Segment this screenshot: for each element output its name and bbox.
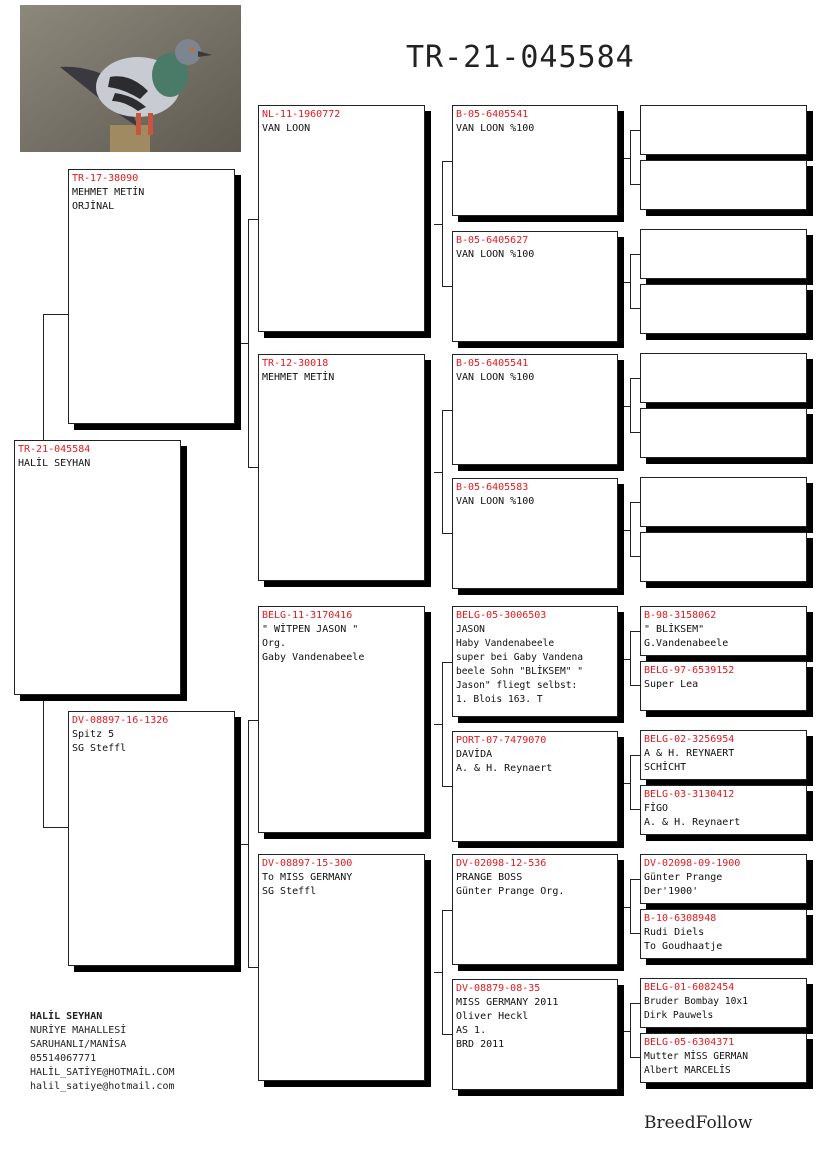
pedigree-connector — [622, 530, 630, 531]
ring-number: BELG-01-6082454 — [644, 982, 735, 993]
pedigree-connector — [248, 219, 258, 468]
pedigree-connector — [240, 343, 248, 344]
pigeon-card-ddd[interactable] — [452, 979, 618, 1090]
ring-number: BELG-05-3006503 — [456, 610, 547, 621]
pedigree-connector — [622, 282, 630, 283]
pigeon-info-line: A. & H. Reynaert — [644, 817, 741, 828]
pigeon-card-dddd[interactable] — [640, 1033, 807, 1083]
ring-number: B-10-6308948 — [644, 913, 717, 924]
pigeon-info-line: Günter Prange Org. — [456, 886, 565, 897]
pigeon-info-line: MEHMET METİN — [72, 187, 145, 198]
pigeon-info-line: SCHİCHT — [644, 762, 687, 773]
pedigree-connector — [630, 755, 640, 810]
pedigree-connector — [240, 844, 248, 845]
pedigree-connector — [630, 502, 640, 557]
pigeon-card-ssdd[interactable] — [640, 284, 807, 334]
owner-name: HALİL SEYHAN — [30, 1011, 103, 1022]
pigeon-info-line: A. & H. Reynaert — [456, 763, 553, 774]
pigeon-info-line: FİGO — [644, 803, 669, 814]
pigeon-card-sdsd[interactable] — [640, 408, 807, 458]
pigeon-info-line: MISS GERMANY 2011 — [456, 997, 559, 1008]
ring-number: BELG-11-3170416 — [262, 610, 353, 621]
pigeon-info-line: Haby Vandenabeele — [456, 638, 555, 649]
pigeon-info-line: PRANGE BOSS — [456, 872, 523, 883]
ring-number: TR-21-045584 — [18, 444, 91, 455]
pigeon-card-ss[interactable] — [258, 105, 425, 332]
pigeon-card-dsd[interactable] — [452, 731, 618, 842]
pedigree-connector — [622, 659, 630, 660]
pigeon-info-line: DAVİDA — [456, 749, 493, 760]
ring-number: PORT-07-7479070 — [456, 735, 547, 746]
pedigree-connector — [630, 254, 640, 309]
pigeon-card-dsss[interactable] — [640, 606, 807, 656]
owner-email: halil_satiye@hotmail.com — [30, 1081, 175, 1092]
pigeon-info-line: ORJİNAL — [72, 201, 115, 212]
pedigree-title: TR-21-045584 — [406, 40, 635, 75]
ring-number: DV-08897-15-300 — [262, 858, 353, 869]
ring-number: TR-17-38090 — [72, 173, 139, 184]
pigeon-info-line: MEHMET METİN — [262, 372, 335, 383]
pedigree-connector — [630, 1003, 640, 1058]
pigeon-card-ds[interactable] — [258, 606, 425, 833]
brand-logo: BreedFollow — [644, 1113, 753, 1133]
pigeon-card-sssd[interactable] — [640, 160, 807, 210]
pigeon-card-sdss[interactable] — [640, 353, 807, 403]
pigeon-info-line: BRD 2011 — [456, 1039, 505, 1050]
pedigree-connector — [622, 907, 630, 908]
pigeon-info-line: VAN LOON %100 — [456, 249, 535, 260]
pigeon-info-line: To Goudhaatje — [644, 941, 723, 952]
ring-number: BELG-02-3256954 — [644, 734, 735, 745]
pedigree-connector — [630, 879, 640, 934]
ring-number: B-05-6405541 — [456, 109, 529, 120]
pigeon-card-sdds[interactable] — [640, 477, 807, 527]
pigeon-info-line: G.Vandenabeele — [644, 638, 729, 649]
owner-block — [30, 1010, 175, 1094]
pigeon-info-line: AS 1. — [456, 1025, 487, 1036]
owner-phone: 05514067771 — [30, 1053, 97, 1064]
pigeon-info-line: super bei Gaby Vandena — [456, 652, 584, 663]
pedigree-connector — [434, 472, 442, 473]
pigeon-info-line: beele Sohn "BLİKSEM" " — [456, 666, 584, 677]
pigeon-info-line: Org. — [262, 638, 287, 649]
pigeon-card-subject[interactable] — [14, 440, 181, 695]
pigeon-info-line: Oliver Heckl — [456, 1011, 529, 1022]
pedigree-connector — [630, 130, 640, 185]
pedigree-connector — [630, 631, 640, 686]
pigeon-info-line: VAN LOON %100 — [456, 123, 535, 134]
pedigree-connector — [442, 161, 452, 287]
pigeon-card-sire[interactable] — [68, 169, 235, 424]
pedigree-connector — [622, 783, 630, 784]
pigeon-info-line: JASON — [456, 624, 485, 635]
owner-email: HALİL_SATİYE@HOTMAİL.COM — [30, 1067, 175, 1078]
pigeon-info-line: " BLİKSEM" — [644, 624, 705, 635]
ring-number: BELG-97-6539152 — [644, 665, 735, 676]
pigeon-info-line: 1. Blois 163. T — [456, 694, 543, 705]
pigeon-info-line: Gaby Vandenabeele — [262, 652, 365, 663]
pigeon-card-ddss[interactable] — [640, 854, 807, 904]
ring-number: B-05-6405627 — [456, 235, 529, 246]
pigeon-card-sds[interactable] — [452, 354, 618, 465]
owner-line: SARUHANLI/MANİSA — [30, 1039, 127, 1050]
pigeon-info-line: Bruder Bombay 10x1 — [644, 996, 748, 1007]
pigeon-info-line: Rudi Diels — [644, 927, 705, 938]
pigeon-info-line: SG Steffl — [262, 886, 317, 897]
pigeon-info-line: Dirk Pauwels — [644, 1010, 714, 1021]
pigeon-card-sdd[interactable] — [452, 478, 618, 589]
pedigree-connector — [622, 1031, 630, 1032]
pigeon-info-line: Albert MARCELİS — [644, 1065, 731, 1076]
pedigree-connector — [442, 662, 452, 787]
pigeon-info-line: VAN LOON — [262, 123, 311, 134]
ring-number: B-05-6405583 — [456, 482, 529, 493]
pigeon-card-ddsd[interactable] — [640, 909, 807, 959]
pigeon-card-dsdd[interactable] — [640, 785, 807, 835]
pigeon-card-sss[interactable] — [452, 105, 618, 216]
pigeon-info-line: To MISS GERMANY — [262, 872, 353, 883]
pigeon-card-ssds[interactable] — [640, 229, 807, 279]
ring-number: TR-12-30018 — [262, 358, 329, 369]
owner-line: NURİYE MAHALLESİ — [30, 1025, 127, 1036]
pedigree-connector — [442, 910, 452, 1035]
pigeon-card-sddd[interactable] — [640, 532, 807, 582]
pigeon-card-ddds[interactable] — [640, 978, 807, 1028]
ring-number: BELG-05-6304371 — [644, 1037, 735, 1048]
ring-number: DV-02098-09-1900 — [644, 858, 741, 869]
pigeon-photo — [20, 5, 241, 152]
pigeon-card-dss[interactable] — [452, 606, 618, 717]
pigeon-info-line: Mutter MİSS GERMAN — [644, 1051, 748, 1062]
pigeon-info-line: SG Steffl — [72, 743, 127, 754]
pedigree-connector — [248, 720, 258, 968]
pigeon-info-line: Super Lea — [644, 679, 699, 690]
pigeon-card-dd[interactable] — [258, 854, 425, 1081]
ring-number: B-05-6405541 — [456, 358, 529, 369]
ring-number: DV-08897-16-1326 — [72, 715, 169, 726]
pigeon-card-ssss[interactable] — [640, 105, 807, 155]
pigeon-card-ssd[interactable] — [452, 231, 618, 342]
pigeon-info-line: Jason" fliegt selbst: — [456, 680, 578, 691]
pedigree-connector — [630, 378, 640, 433]
pigeon-card-dds[interactable] — [452, 854, 618, 965]
pedigree-connector — [434, 224, 442, 225]
pigeon-info-line: VAN LOON %100 — [456, 496, 535, 507]
pigeon-info-line: A & H. REYNAERT — [644, 748, 735, 759]
pigeon-info-line: VAN LOON %100 — [456, 372, 535, 383]
pigeon-info-line: Der'1900' — [644, 886, 699, 897]
pigeon-card-dam[interactable] — [68, 711, 235, 966]
pedigree-connector — [434, 972, 442, 973]
pedigree-connector — [434, 724, 442, 725]
pedigree-connector — [622, 158, 630, 159]
pedigree-connector — [442, 410, 452, 534]
ring-number: B-98-3158062 — [644, 610, 717, 621]
ring-number: DV-08879-08-35 — [456, 983, 541, 994]
pigeon-card-dsds[interactable] — [640, 730, 807, 780]
pigeon-card-sd[interactable] — [258, 354, 425, 581]
ring-number: DV-02098-12-536 — [456, 858, 547, 869]
pigeon-info-line: " WİTPEN JASON " — [262, 624, 359, 635]
pigeon-card-dssd[interactable] — [640, 661, 807, 711]
pedigree-connector — [622, 406, 630, 407]
ring-number: BELG-03-3130412 — [644, 789, 735, 800]
pigeon-info-line: Günter Prange — [644, 872, 723, 883]
pigeon-info-line: HALİL SEYHAN — [18, 458, 91, 469]
ring-number: NL-11-1960772 — [262, 109, 341, 120]
pigeon-info-line: Spitz 5 — [72, 729, 115, 740]
